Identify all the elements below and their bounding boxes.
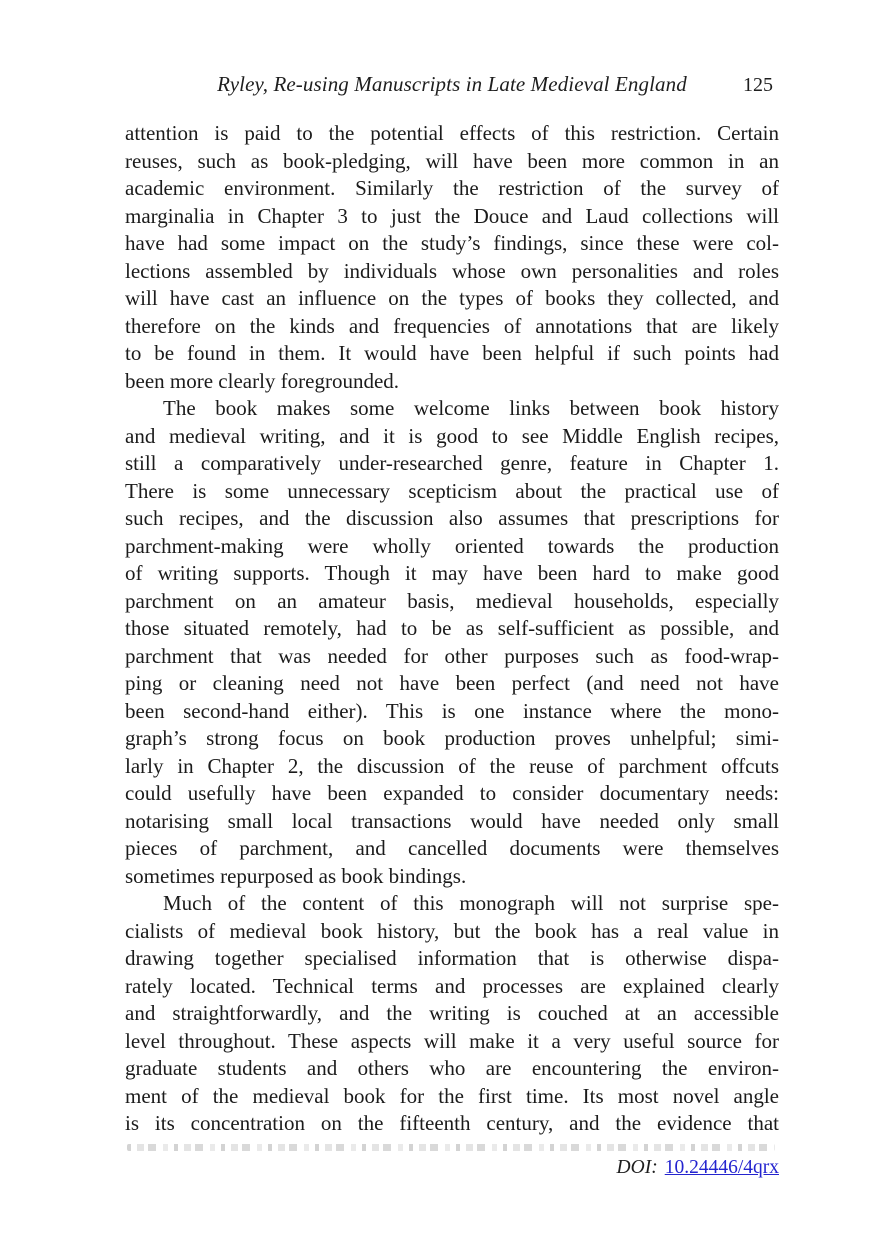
text-line: to be found in them. It would have been helpful if such points had — [125, 341, 779, 365]
text-line: been more clearly foregrounded. — [125, 368, 400, 393]
text-line: of writing supports. Though it may have been hard to make good — [125, 561, 779, 585]
text-line: sometimes repurposed as book bindings. — [125, 863, 467, 888]
text-line: lections assembled by individuals whose own personalities and roles — [125, 258, 779, 283]
text-line: pieces of parchment, and cancelled documents were themselves — [125, 836, 779, 860]
text-line: reuses, such as book-pledging, will have been more common in an — [125, 148, 779, 173]
text-line: such recipes, and the discussion also assumes that prescriptions for — [125, 506, 779, 530]
text-line: larly in Chapter 2, the discussion of the reuse of parchment offcuts — [125, 753, 779, 778]
cutoff-line-artifact — [127, 1144, 775, 1151]
running-title: Ryley, Re-using Manuscripts in Late Medieval England — [217, 72, 687, 96]
text-line: parchment-making were wholly oriented towards the production — [125, 533, 779, 558]
doi-link[interactable]: 10.24446/4qrx — [664, 1157, 779, 1178]
text-line: still a comparatively under-researched genre, feature in Chapter 1. — [125, 451, 779, 475]
text-line: those situated remotely, had to be as self-sufficient as possible, and — [125, 616, 779, 640]
body-text — [125, 120, 779, 1138]
text-line: cialists of medieval book history, but the book has a real value in — [125, 918, 779, 943]
doi-label: DOI: — [616, 1157, 658, 1178]
text-line: parchment that was needed for other purposes such as food-wrap- — [125, 643, 779, 668]
text-line: rately located. Technical terms and processes are explained clearly — [125, 973, 779, 998]
text-line: There is some unnecessary scepticism about the practical use of — [125, 478, 779, 503]
doi-footer — [617, 1156, 779, 1180]
text-line: Much of the content of this monograph will not surprise spe- — [163, 891, 779, 915]
text-line: parchment on an amateur basis, medieval households, especially — [125, 588, 779, 613]
text-line: therefore on the kinds and frequencies of annotations that are likely — [125, 313, 779, 338]
text-line: have had some impact on the study’s findings, since these were col- — [125, 231, 779, 255]
running-header — [125, 71, 779, 97]
text-line: ment of the medieval book for the first time. Its most novel angle — [125, 1083, 779, 1108]
text-line: notarising small local transactions would have needed only small — [125, 808, 779, 833]
text-line: The book makes some welcome links between book history — [163, 396, 779, 420]
text-line: graduate students and others who are encountering the environ- — [125, 1056, 779, 1080]
text-line: ping or cleaning need not have been perfect (and need not have — [125, 671, 779, 695]
text-line: level throughout. These aspects will make it a very useful source for — [125, 1028, 779, 1053]
text-line: will have cast an influence on the types of books they collected, and — [125, 286, 779, 310]
text-line: drawing together specialised information that is otherwise dispa- — [125, 946, 779, 970]
page-number: 125 — [743, 74, 773, 96]
text-line: is its concentration on the fifteenth century, and the evidence that — [125, 1111, 779, 1135]
text-line: academic environment. Similarly the restriction of the survey of — [125, 176, 779, 200]
text-line: been second-hand either). This is one instance where the mono- — [125, 698, 779, 723]
text-line: attention is paid to the potential effects of this restriction. Certain — [125, 121, 779, 145]
text-line: marginalia in Chapter 3 to just the Douce and Laud collections will — [125, 203, 779, 228]
text-line: and medieval writing, and it is good to see Middle English recipes, — [125, 423, 779, 448]
text-line: could usefully have been expanded to consider documentary needs: — [125, 781, 779, 805]
text-line: graph’s strong focus on book production proves unhelpful; simi- — [125, 726, 779, 750]
text-line: and straightforwardly, and the writing is couched at an accessible — [125, 1001, 779, 1025]
